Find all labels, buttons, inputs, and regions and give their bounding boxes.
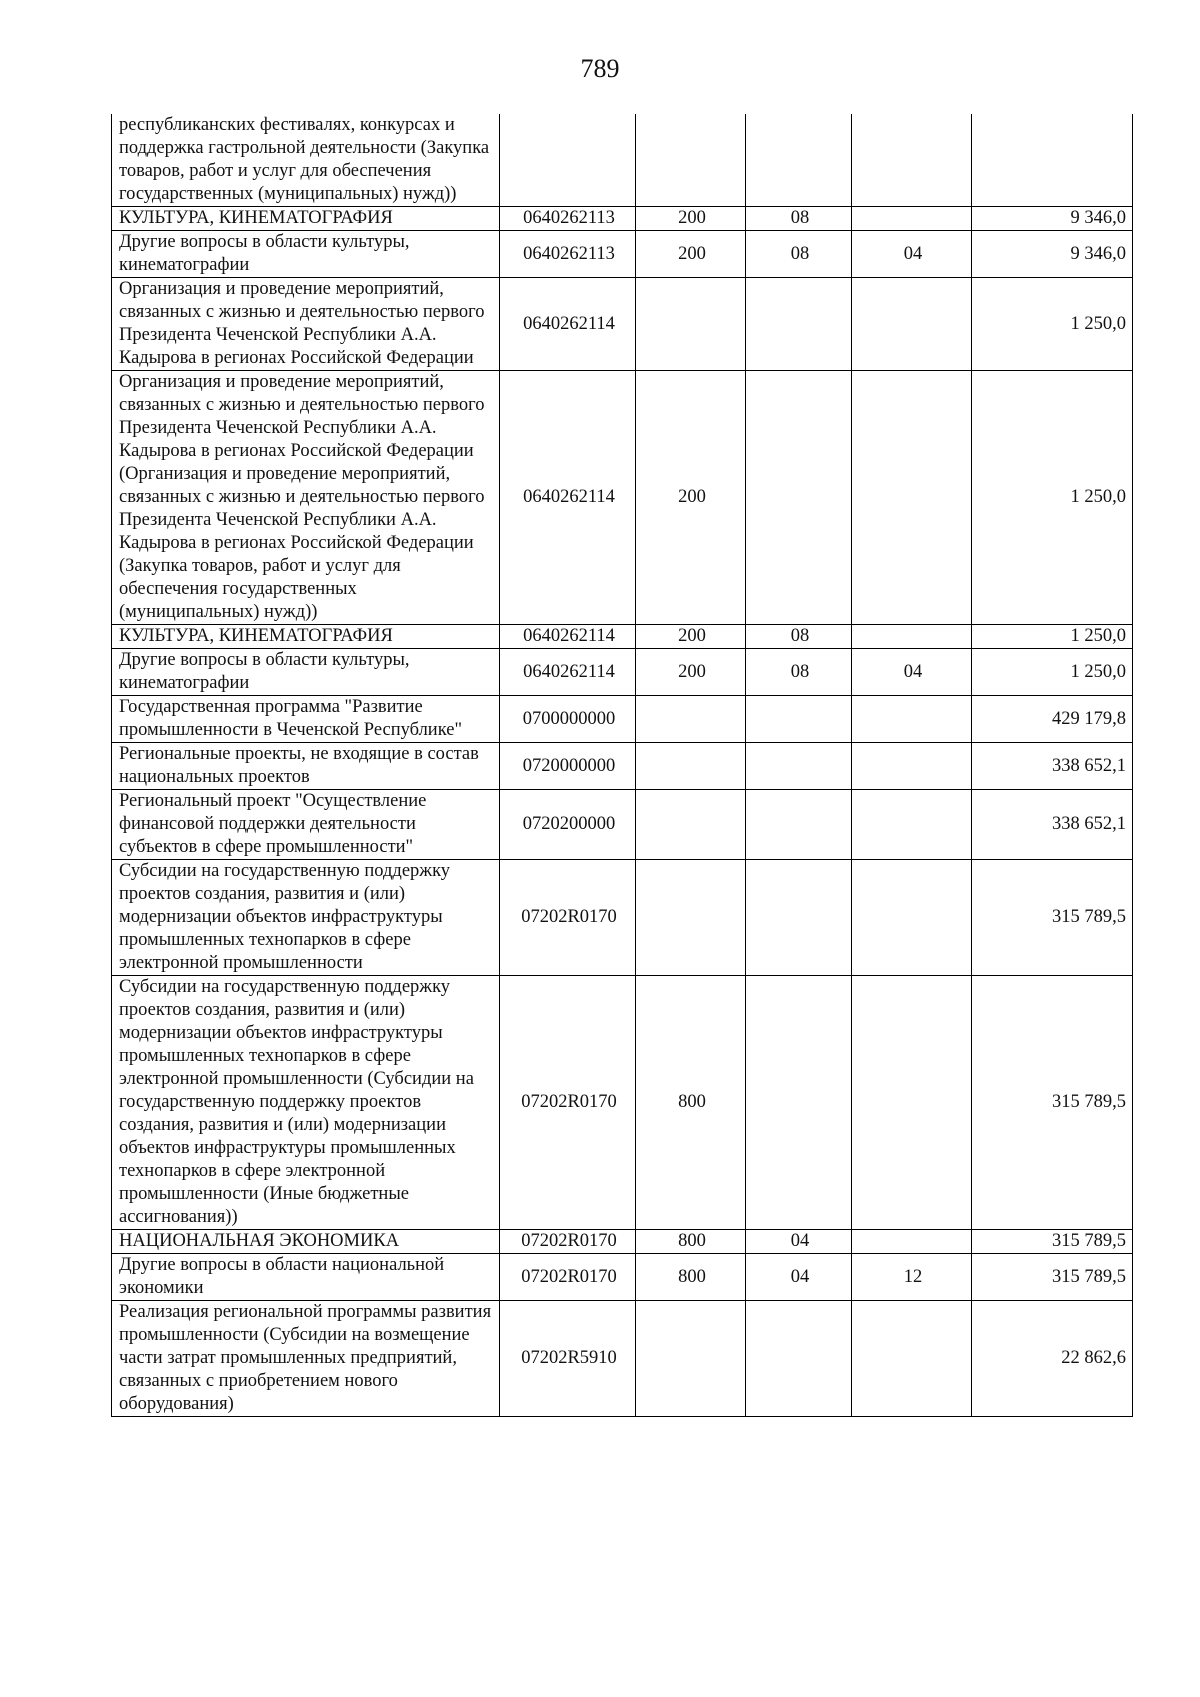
subsection-code-cell: 04: [852, 231, 972, 278]
expense-name-cell: НАЦИОНАЛЬНАЯ ЭКОНОМИКА: [112, 1230, 500, 1254]
expense-name-cell: КУЛЬТУРА, КИНЕМАТОГРАФИЯ: [112, 625, 500, 649]
amount-cell: 315 789,5: [972, 1230, 1133, 1254]
subsection-code-cell: [852, 743, 972, 790]
amount-cell: 9 346,0: [972, 231, 1133, 278]
table-row: [112, 860, 1133, 976]
target-article-code-cell: 0720000000: [500, 743, 636, 790]
section-code-cell: [746, 371, 852, 625]
expense-name-cell: Организация и проведение мероприятий, связанных с жизнью и деятельностью первого Президента Чеченской Республики А.А. Кадырова в регионах Российской Федерации (Организация и проведение мероприятий, связанных с жизнью и деятельностью первого Президента Чеченской Республики А.А. Кадырова в регионах Российской Федерации (Закупка товаров, работ и услуг для обеспечения государственных (муниципальных) нужд)): [112, 371, 500, 625]
table-row: [112, 207, 1133, 231]
expense-type-code-cell: 800: [636, 1254, 746, 1301]
table-row: [112, 790, 1133, 860]
subsection-code-cell: [852, 1301, 972, 1417]
expense-name-cell: Государственная программа "Развитие промышленности в Чеченской Республике": [112, 696, 500, 743]
section-code-cell: [746, 114, 852, 207]
subsection-code-cell: [852, 114, 972, 207]
subsection-code-cell: [852, 1230, 972, 1254]
target-article-code-cell: 07202R5910: [500, 1301, 636, 1417]
subsection-code-cell: [852, 278, 972, 371]
expense-type-code-cell: [636, 278, 746, 371]
target-article-code-cell: 0640262114: [500, 649, 636, 696]
amount-cell: 1 250,0: [972, 371, 1133, 625]
table-row: [112, 114, 1133, 207]
target-article-code-cell: 0640262113: [500, 231, 636, 278]
target-article-code-cell: 0640262114: [500, 625, 636, 649]
section-code-cell: 04: [746, 1254, 852, 1301]
expense-name-cell: КУЛЬТУРА, КИНЕМАТОГРАФИЯ: [112, 207, 500, 231]
amount-cell: 1 250,0: [972, 625, 1133, 649]
table-row: [112, 1301, 1133, 1417]
target-article-code-cell: 07202R0170: [500, 976, 636, 1230]
expense-name-cell: Реализация региональной программы развития промышленности (Субсидии на возмещение части затрат промышленных предприятий, связанных с приобретением нового оборудования): [112, 1301, 500, 1417]
section-code-cell: [746, 1301, 852, 1417]
expense-type-code-cell: 800: [636, 976, 746, 1230]
expense-name-cell: Другие вопросы в области культуры, кинематографии: [112, 649, 500, 696]
expense-name-cell: Организация и проведение мероприятий, связанных с жизнью и деятельностью первого Президента Чеченской Республики А.А. Кадырова в регионах Российской Федерации: [112, 278, 500, 371]
section-code-cell: [746, 860, 852, 976]
subsection-code-cell: [852, 696, 972, 743]
subsection-code-cell: 12: [852, 1254, 972, 1301]
target-article-code-cell: 0720200000: [500, 790, 636, 860]
expense-name-cell: Региональный проект "Осуществление финансовой поддержки деятельности субъектов в сфере промышленности": [112, 790, 500, 860]
table-row: [112, 696, 1133, 743]
expense-type-code-cell: [636, 860, 746, 976]
expense-name-cell: Другие вопросы в области культуры, кинематографии: [112, 231, 500, 278]
section-code-cell: 08: [746, 207, 852, 231]
section-code-cell: [746, 976, 852, 1230]
target-article-code-cell: 07202R0170: [500, 1254, 636, 1301]
target-article-code-cell: 0640262114: [500, 278, 636, 371]
amount-cell: 338 652,1: [972, 743, 1133, 790]
target-article-code-cell: 0640262114: [500, 371, 636, 625]
section-code-cell: [746, 696, 852, 743]
expense-type-code-cell: [636, 1301, 746, 1417]
amount-cell: 315 789,5: [972, 860, 1133, 976]
section-code-cell: [746, 278, 852, 371]
expense-name-cell: республиканских фестивалях, конкурсах и поддержка гастрольной деятельности (Закупка товаров, работ и услуг для обеспечения государственных (муниципальных) нужд)): [112, 114, 500, 207]
table-row: [112, 976, 1133, 1230]
table-row: [112, 371, 1133, 625]
section-code-cell: [746, 790, 852, 860]
table-row: [112, 231, 1133, 278]
target-article-code-cell: 0700000000: [500, 696, 636, 743]
section-code-cell: 04: [746, 1230, 852, 1254]
amount-cell: 429 179,8: [972, 696, 1133, 743]
expense-type-code-cell: 800: [636, 1230, 746, 1254]
table-row: [112, 743, 1133, 790]
expense-type-code-cell: [636, 114, 746, 207]
expense-type-code-cell: 200: [636, 625, 746, 649]
expense-name-cell: Субсидии на государственную поддержку проектов создания, развития и (или) модернизации объектов инфраструктуры промышленных технопарков в сфере электронной промышленности (Субсидии на государственную поддержку проектов создания, развития и (или) модернизации объектов инфраструктуры промышленных технопарков в сфере электронной промышленности (Иные бюджетные ассигнования)): [112, 976, 500, 1230]
section-code-cell: [746, 743, 852, 790]
table-row: [112, 1230, 1133, 1254]
table-row: [112, 649, 1133, 696]
subsection-code-cell: [852, 207, 972, 231]
table-body: [112, 114, 1133, 1417]
subsection-code-cell: [852, 790, 972, 860]
expense-name-cell: Другие вопросы в области национальной экономики: [112, 1254, 500, 1301]
expense-name-cell: Субсидии на государственную поддержку проектов создания, развития и (или) модернизации объектов инфраструктуры промышленных технопарков в сфере электронной промышленности: [112, 860, 500, 976]
amount-cell: 1 250,0: [972, 278, 1133, 371]
amount-cell: 338 652,1: [972, 790, 1133, 860]
target-article-code-cell: 07202R0170: [500, 860, 636, 976]
subsection-code-cell: [852, 371, 972, 625]
amount-cell: [972, 114, 1133, 207]
section-code-cell: 08: [746, 625, 852, 649]
amount-cell: 9 346,0: [972, 207, 1133, 231]
amount-cell: 315 789,5: [972, 1254, 1133, 1301]
target-article-code-cell: 07202R0170: [500, 1230, 636, 1254]
target-article-code-cell: [500, 114, 636, 207]
subsection-code-cell: 04: [852, 649, 972, 696]
amount-cell: 1 250,0: [972, 649, 1133, 696]
subsection-code-cell: [852, 860, 972, 976]
table-row: [112, 1254, 1133, 1301]
table-row: [112, 278, 1133, 371]
subsection-code-cell: [852, 976, 972, 1230]
expense-type-code-cell: [636, 790, 746, 860]
section-code-cell: 08: [746, 649, 852, 696]
subsection-code-cell: [852, 625, 972, 649]
amount-cell: 22 862,6: [972, 1301, 1133, 1417]
budget-allocation-table: [111, 114, 1133, 1417]
expense-type-code-cell: [636, 743, 746, 790]
section-code-cell: 08: [746, 231, 852, 278]
expense-type-code-cell: [636, 696, 746, 743]
target-article-code-cell: 0640262113: [500, 207, 636, 231]
expense-type-code-cell: 200: [636, 371, 746, 625]
expense-type-code-cell: 200: [636, 207, 746, 231]
amount-cell: 315 789,5: [972, 976, 1133, 1230]
expense-name-cell: Региональные проекты, не входящие в состав национальных проектов: [112, 743, 500, 790]
table-row: [112, 625, 1133, 649]
expense-type-code-cell: 200: [636, 649, 746, 696]
page-number: 789: [580, 54, 620, 83]
expense-type-code-cell: 200: [636, 231, 746, 278]
